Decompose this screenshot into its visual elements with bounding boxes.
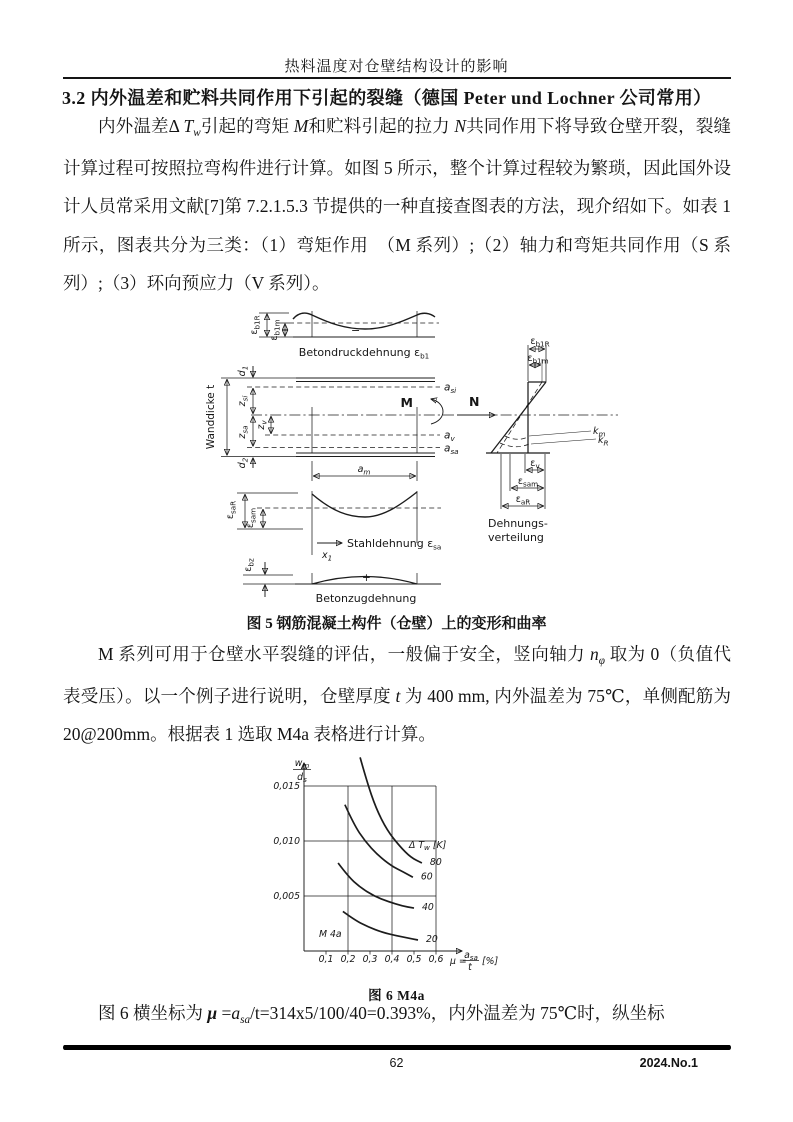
label-eps-b1m-right: $\varepsilon_{b1m}$ (527, 353, 549, 366)
y-axis-label-numerator: $w_m$ (294, 758, 310, 770)
x-tick-label: 0,4 (384, 954, 400, 965)
curve-label-80: 80 (429, 857, 442, 868)
curve-dT20 (343, 911, 418, 940)
label-eps-b1R-right: $\varepsilon_{b1R}$ (530, 336, 550, 349)
x-tick-label: 0,3 (362, 954, 378, 965)
label-eps-saR: $\varepsilon_{saR}$ (225, 500, 238, 520)
x-tick-label: 0,5 (406, 954, 422, 965)
label-eps-aR: $\varepsilon_{aR}$ (515, 494, 531, 507)
label-eps-sam-right: $\varepsilon_{sam}$ (517, 476, 539, 489)
footer-rule (63, 1045, 731, 1050)
curve-dT40 (338, 863, 414, 908)
label-dehnungsverteilung-1: Dehnungs- (488, 517, 548, 530)
x-tick-label: 0,2 (340, 954, 356, 965)
label-eps-bz: $\varepsilon_{bz}$ (243, 558, 256, 572)
label-d2: $d_2$ (237, 457, 250, 469)
label-z-v: $z_v$ (256, 420, 269, 430)
label-axial-N: N (469, 394, 480, 409)
x-axis-label-numerator: $a_{sa}$ (464, 950, 478, 962)
y-axis-label-denominator: $d_s$ (297, 772, 307, 784)
label-wanddicke: Wanddicke t (205, 384, 217, 450)
label-d1: $d_1$ (237, 365, 250, 377)
legend-delta-tw: Δ $T_w$ [K] (409, 840, 447, 852)
x-axis-label-denominator: t (468, 962, 472, 973)
label-k-R: $k_R$ (598, 435, 609, 448)
x-tick-label: 0,6 (428, 954, 444, 965)
steel-strain-curve (225, 491, 441, 562)
label-stahldehnung: Stahldehnung $\varepsilon_{sa}$ (347, 537, 442, 552)
curve-label-60: 60 (420, 871, 433, 883)
label-a-sa: $a_{sa}$ (444, 442, 459, 456)
figure5-strain-diagram (193, 303, 623, 610)
label-moment-M: M (400, 395, 413, 410)
header-rule (63, 77, 731, 79)
chart-gridlines (304, 786, 436, 951)
paragraph-3: 图 6 横坐标为 $\mu =a_{sa}/t=314x5/100/40=0.393\%$，内外温差为 75℃时，纵坐标 (98, 1003, 665, 1026)
label-eps-b1m-left: $\varepsilon_{b1m}$ (269, 319, 282, 341)
compression-strain-curve (249, 311, 439, 361)
label-eps-sam: $\varepsilon_{sam}$ (245, 507, 258, 529)
tensile-strain-curve (243, 558, 441, 605)
label-dehnungsverteilung-2: verteilung (488, 531, 544, 544)
label-z-sa: $z_{sa}$ (237, 425, 250, 439)
page-number: 62 (389, 1056, 404, 1070)
label-z-si: $z_{si}$ (237, 395, 250, 407)
paragraph-2: M 系列可用于仓壁水平裂缝的评估，一般偏于安全，竖向轴力 $n_\varphi$ 取为 0（负值代表受压）。以一个例子进行说明，仓壁厚度 t 为 400 mm, 内外温差为 75℃，单侧配筋为 20@200mm。根据表 1 选取 M4a 表格进行计算。 (63, 644, 753, 744)
chart-title-M4a: M 4a (319, 929, 342, 940)
y-tick-label: 0,005 (273, 891, 300, 902)
paragraph-1: 内外温差Δ $T_w$引起的弯矩 M和贮料引起的拉力 N共同作用下将导致仓壁开裂，裂缝计算过程可按照拉弯构件进行计算。如图 5 所示，整个计算过程较为繁琐，因此国外设计人员常采用文献[7]第 7.2.1.5.3 节提供的一种直接查图表的方法，现介绍如下。如表 1 所示，图表共分为三类：（1）弯矩作用 （M 系列）;（2）轴力和弯矩共同作用（S 系列）;（3）环向预应力（V 系列）。 (63, 116, 732, 293)
minus-sign: − (351, 324, 361, 337)
issue-number: 2024.No.1 (639, 1056, 698, 1070)
x-tick-label: 0,1 (318, 954, 334, 965)
label-a-m: $a_m$ (357, 464, 371, 477)
label-betonzugdehnung: Betonzugdehnung (315, 592, 417, 605)
figure5-caption: 图 5 钢筋混凝土构件（仓壁）上的变形和曲率 (246, 616, 547, 632)
plus-sign: + (362, 572, 371, 584)
figure6-caption: 图 6 M4a (368, 988, 425, 1003)
running-header: 热料温度对仓壁结构设计的影响 (284, 59, 509, 75)
wall-section (205, 366, 618, 481)
strain-distribution-diagram (486, 336, 609, 544)
label-betondruckdehnung: Betondruckdehnung $\varepsilon_{b1}$ (298, 346, 430, 361)
curve-label-40: 40 (422, 902, 434, 914)
label-eps-v: $\varepsilon_v$ (530, 458, 540, 471)
curve-label-20: 20 (425, 934, 438, 945)
figure6-chart-M4a (272, 750, 534, 982)
x-axis-label-mu: μ = (450, 956, 467, 967)
label-a-si: $a_{si}$ (444, 381, 457, 395)
label-x1: $x_1$ (322, 550, 333, 563)
label-k-m: $k_m$ (593, 426, 606, 439)
x-axis-label-unit: [%] (482, 956, 499, 967)
y-tick-label: 0,015 (273, 781, 300, 792)
section-heading: 3.2 内外温差和贮料共同作用下引起的裂缝（德国 Peter und Lochner 公司常用） (62, 88, 712, 108)
label-eps-b1R-left: $\varepsilon_{b1R}$ (249, 315, 262, 335)
chart-tick-labels (273, 781, 443, 965)
y-tick-label: 0,010 (273, 836, 300, 847)
label-a-v: $a_v$ (444, 429, 455, 443)
